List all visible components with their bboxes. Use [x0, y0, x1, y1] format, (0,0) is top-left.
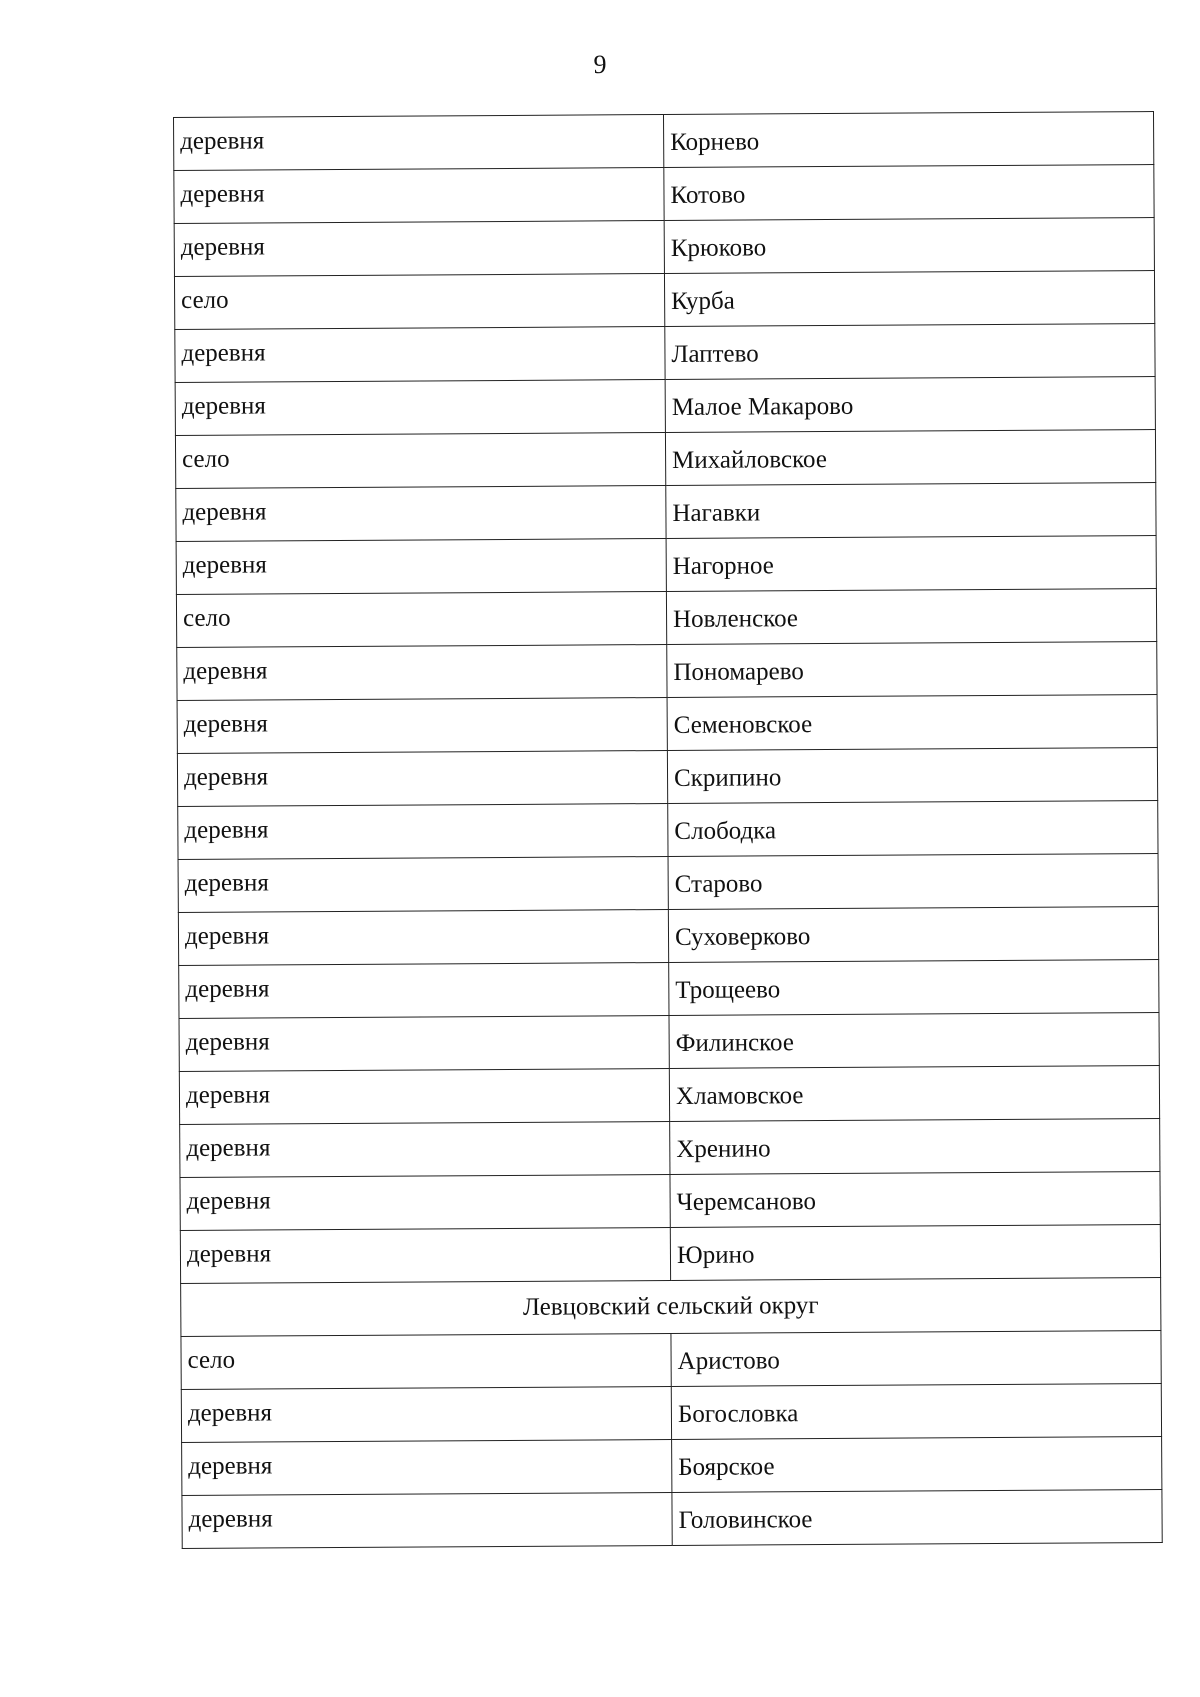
settlement-type-cell: деревня [178, 909, 668, 965]
table-row [181, 1383, 1161, 1442]
settlement-type-cell: деревня [180, 1227, 670, 1283]
settlement-name-cell: Аристово [671, 1330, 1161, 1386]
table-row [178, 853, 1158, 912]
settlement-type-cell: село [176, 591, 666, 647]
settlement-type-cell: село [174, 274, 664, 330]
settlement-name-cell: Нагавки [666, 483, 1156, 539]
settlement-type-cell: село [175, 432, 665, 488]
settlement-type-cell: деревня [180, 1121, 670, 1177]
settlement-name-cell: Михайловское [665, 430, 1155, 486]
settlement-type-cell: деревня [178, 856, 668, 912]
settlement-type-cell: деревня [177, 697, 667, 753]
table-row [181, 1330, 1161, 1389]
table-row [177, 642, 1157, 701]
settlement-name-cell: Малое Макарово [665, 377, 1155, 433]
settlement-name-cell: Курба [664, 271, 1154, 327]
settlement-type-cell: деревня [174, 168, 664, 224]
settlement-name-cell: Филинское [669, 1012, 1159, 1068]
settlement-type-cell: деревня [174, 115, 664, 171]
table-row [175, 324, 1155, 383]
table-row [178, 906, 1158, 965]
settlement-name-cell: Лаптево [665, 324, 1155, 380]
settlement-name-cell: Богословка [671, 1383, 1161, 1439]
settlement-name-cell: Черемсаново [670, 1171, 1160, 1227]
settlement-type-cell: деревня [179, 962, 669, 1018]
table-row [175, 377, 1155, 436]
settlement-name-cell: Скрипино [667, 747, 1157, 803]
table-row [182, 1436, 1162, 1495]
settlement-name-cell: Головинское [672, 1489, 1162, 1545]
settlement-type-cell: деревня [179, 1068, 669, 1124]
settlement-name-cell: Трощеево [669, 959, 1159, 1015]
settlement-type-cell: деревня [175, 379, 665, 435]
table-row [180, 1224, 1160, 1283]
settlement-type-cell: село [181, 1333, 671, 1389]
table-row [178, 800, 1158, 859]
section-header-row [181, 1277, 1161, 1336]
table-row [180, 1118, 1160, 1177]
table-row [174, 271, 1154, 330]
section-title: Левцовский сельский округ [181, 1277, 1161, 1336]
settlement-type-cell: деревня [181, 1386, 671, 1442]
table-row [174, 112, 1154, 171]
settlement-name-cell: Слободка [668, 800, 1158, 856]
table-row [176, 589, 1156, 648]
settlements-table-body [174, 112, 1163, 1549]
settlement-name-cell: Юрино [670, 1224, 1160, 1280]
settlement-name-cell: Старово [668, 853, 1158, 909]
settlement-type-cell: деревня [177, 750, 667, 806]
settlement-type-cell: деревня [176, 485, 666, 541]
settlement-type-cell: деревня [180, 1174, 670, 1230]
table-row [176, 483, 1156, 542]
settlement-name-cell: Новленское [666, 589, 1156, 645]
table-row [179, 1012, 1159, 1071]
table-row [174, 218, 1154, 277]
settlement-type-cell: деревня [182, 1492, 672, 1548]
table-row [179, 959, 1159, 1018]
table-row [182, 1489, 1162, 1548]
settlement-name-cell: Пономарево [667, 642, 1157, 698]
settlement-type-cell: деревня [177, 644, 667, 700]
settlement-type-cell: деревня [178, 803, 668, 859]
table-row [177, 747, 1157, 806]
settlement-name-cell: Семеновское [667, 694, 1157, 750]
settlement-name-cell: Боярское [672, 1436, 1162, 1492]
settlements-table [173, 111, 1163, 1549]
settlement-name-cell: Суховерково [668, 906, 1158, 962]
settlement-type-cell: деревня [175, 326, 665, 382]
table-row [175, 430, 1155, 489]
settlement-name-cell: Котово [664, 165, 1154, 221]
settlement-name-cell: Корнево [663, 112, 1153, 168]
table-row [179, 1065, 1159, 1124]
settlement-type-cell: деревня [182, 1439, 672, 1495]
settlement-type-cell: деревня [179, 1015, 669, 1071]
table-row [176, 536, 1156, 595]
settlement-name-cell: Хламовское [669, 1065, 1159, 1121]
settlement-name-cell: Хренино [670, 1118, 1160, 1174]
settlement-type-cell: деревня [174, 221, 664, 277]
settlement-type-cell: деревня [176, 538, 666, 594]
page-number: 9 [593, 50, 607, 79]
table-row [174, 165, 1154, 224]
settlement-name-cell: Нагорное [666, 536, 1156, 592]
table-row [180, 1171, 1160, 1230]
settlement-name-cell: Крюково [664, 218, 1154, 274]
table-row [177, 694, 1157, 753]
